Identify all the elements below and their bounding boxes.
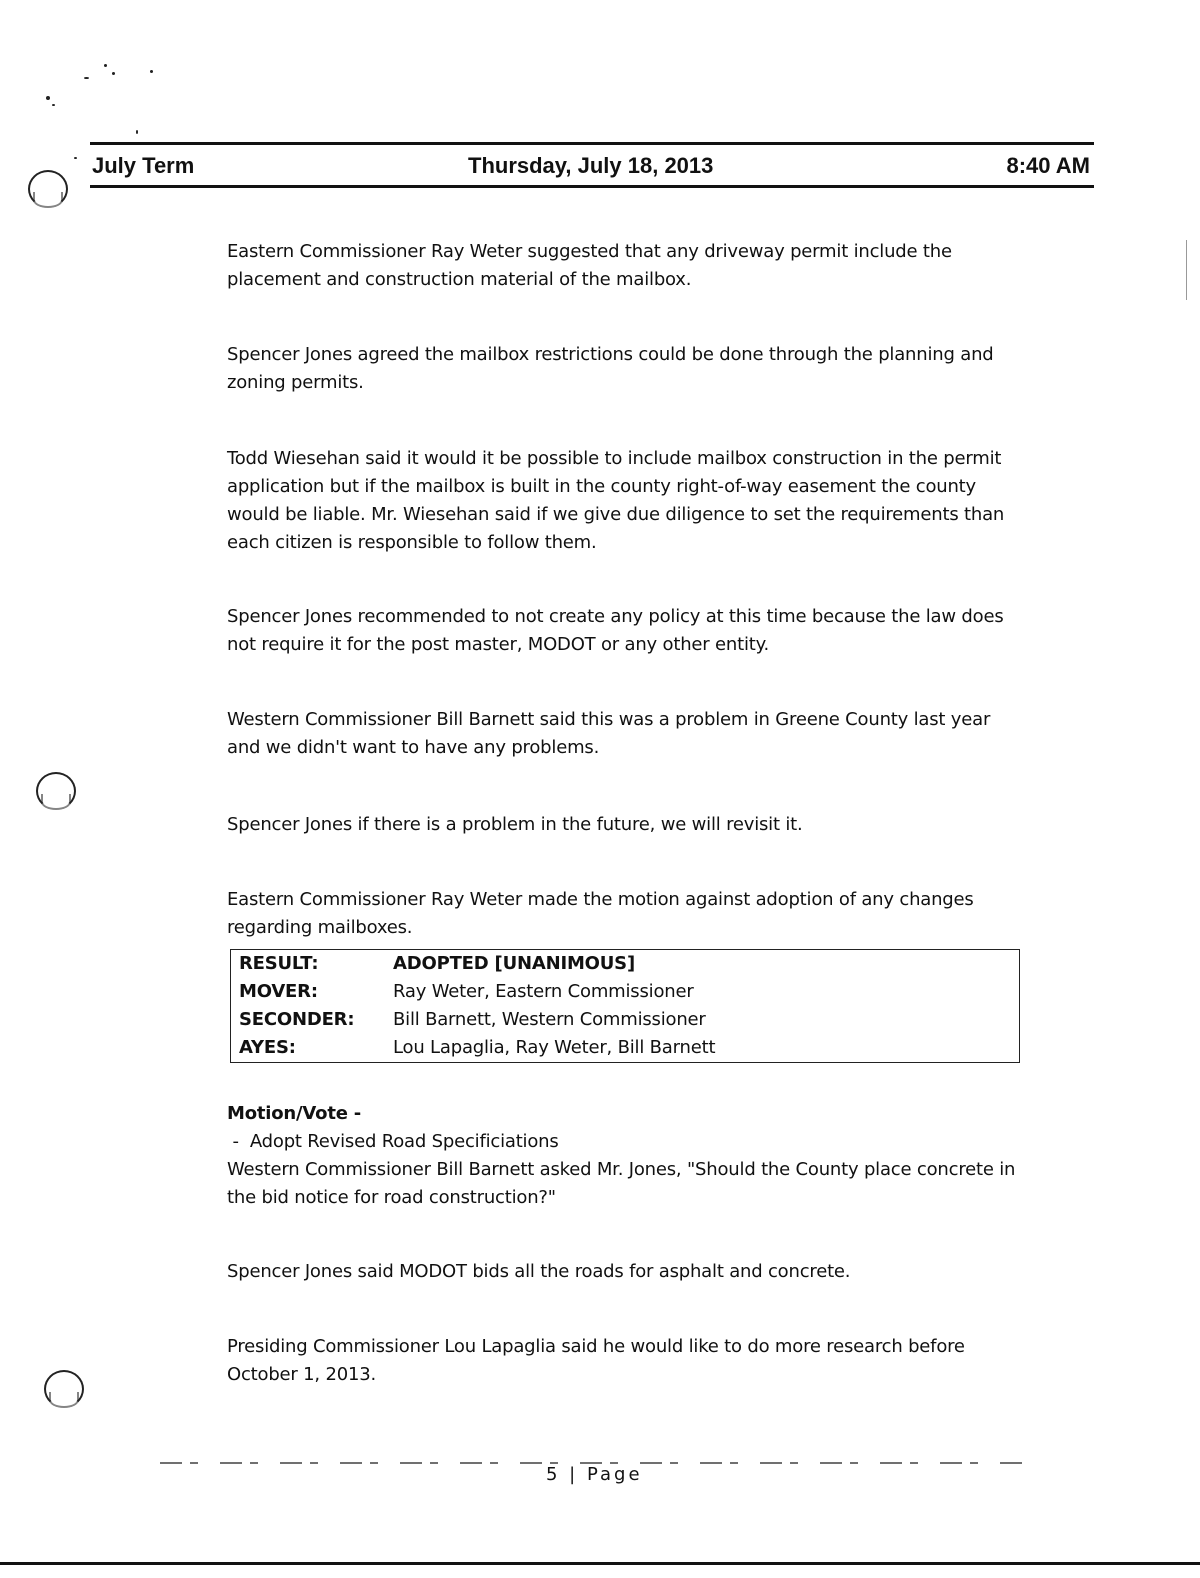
paragraph: Spencer Jones agreed the mailbox restrictions could be done through the planning and zoning permits.: [227, 344, 994, 393]
scan-speck: [150, 70, 153, 73]
paragraph: Western Commissioner Bill Barnett asked Mr. Jones, "Should the County place concrete in the bid notice for road construction?": [227, 1159, 1016, 1208]
scan-speck: [46, 96, 50, 100]
punch-hole-top: [28, 170, 68, 208]
scan-speck: [104, 64, 107, 67]
header-rule-bottom: [90, 185, 1094, 188]
header-date: Thursday, July 18, 2013: [468, 153, 714, 178]
motion-heading: Motion/Vote -: [227, 1103, 362, 1124]
header-term: July Term: [92, 153, 195, 178]
table-row: [231, 950, 1020, 979]
result-value: ADOPTED [UNANIMOUS]: [393, 953, 635, 974]
paragraph: Eastern Commissioner Ray Weter suggested that any driveway permit include the placement and construction material of the mailbox.: [227, 241, 952, 290]
seconder-label: SECONDER:: [239, 1009, 355, 1030]
punch-hole-bottom: [44, 1370, 84, 1408]
table-row: [231, 1006, 1020, 1034]
table-row: [231, 1034, 1020, 1063]
paragraph: Eastern Commissioner Ray Weter made the motion against adoption of any changes regarding mailboxes.: [227, 889, 974, 938]
table-row: [231, 978, 1020, 1006]
page-header: [92, 150, 1090, 182]
paragraph: Todd Wiesehan said it would it be possible to include mailbox construction in the permit application but if the mailbox is built in the county right-of-way easement the county would be liable. Mr. Wiesehan said if we give due diligence to set the requirements than each citizen is responsible to follow them.: [227, 448, 1005, 553]
result-label: RESULT:: [239, 953, 319, 974]
punch-hole-middle: [36, 772, 76, 810]
header-rule-top: [90, 142, 1094, 145]
paragraph: Presiding Commissioner Lou Lapaglia said he would like to do more research before October 1, 2013.: [227, 1336, 965, 1385]
ayes-value: Lou Lapaglia, Ray Weter, Bill Barnett: [393, 1037, 716, 1058]
scan-speck: [84, 77, 89, 79]
paragraph: Spencer Jones recommended to not create any policy at this time because the law does not require it for the post master, MODOT or any other entity.: [227, 606, 1004, 655]
paragraph: Western Commissioner Bill Barnett said this was a problem in Greene County last year and we didn't want to have any problems.: [227, 709, 991, 758]
scan-edge-mark: [1186, 240, 1187, 300]
scan-speck: [52, 104, 55, 106]
scan-bottom-edge: [0, 1562, 1200, 1565]
mover-label: MOVER:: [239, 981, 318, 1002]
header-time: 8:40 AM: [1006, 153, 1090, 178]
paragraph: Spencer Jones if there is a problem in the future, we will revisit it.: [227, 814, 803, 835]
ayes-label: AYES:: [239, 1037, 296, 1058]
scan-speck: [112, 72, 115, 75]
motion-item: - Adopt Revised Road Specificiations: [227, 1131, 559, 1152]
paragraph: Spencer Jones said MODOT bids all the roads for asphalt and concrete.: [227, 1261, 851, 1282]
page-number: 5 | Page: [546, 1464, 643, 1485]
vote-result-table: [230, 949, 1020, 1063]
mover-value: Ray Weter, Eastern Commissioner: [393, 981, 694, 1002]
scan-speck: [74, 157, 77, 159]
seconder-value: Bill Barnett, Western Commissioner: [393, 1009, 706, 1030]
scan-speck: [136, 130, 138, 134]
